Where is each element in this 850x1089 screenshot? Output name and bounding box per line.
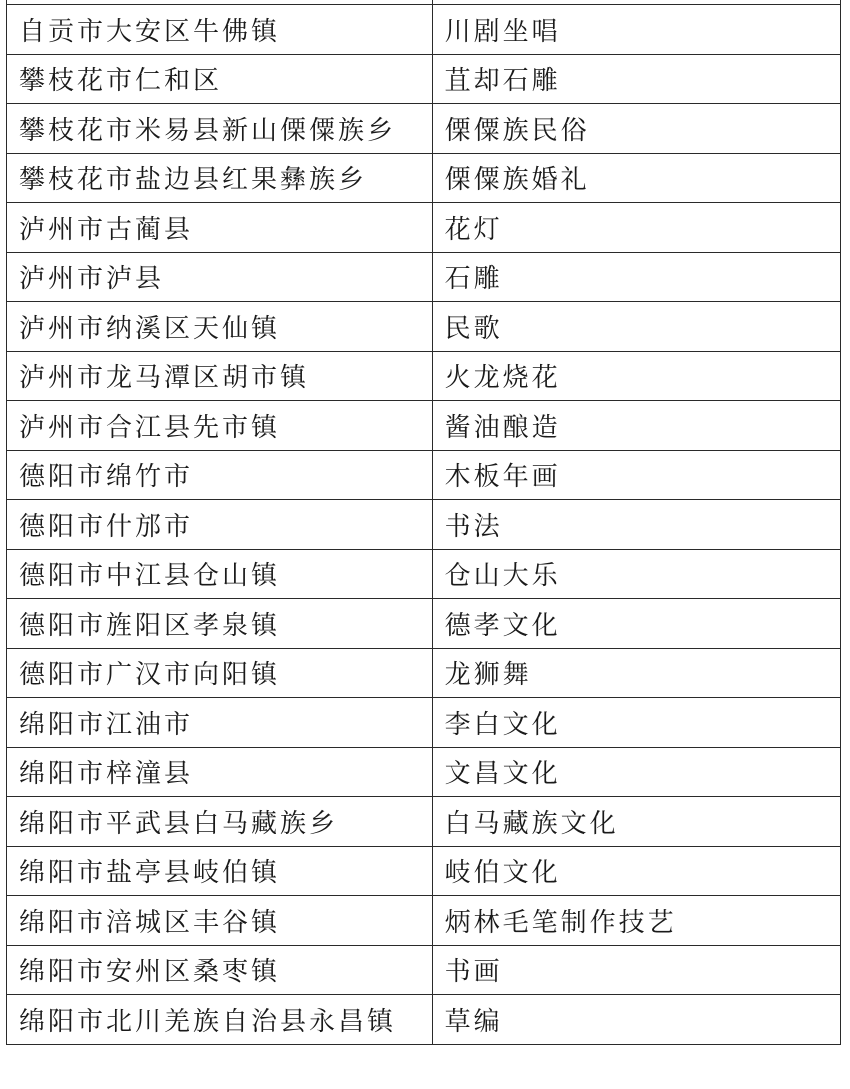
- table-cell-culture: 木板年画: [432, 450, 840, 500]
- table-cell-culture: 李白文化: [432, 698, 840, 748]
- table-row: [7, 945, 841, 995]
- table-row: [7, 203, 841, 253]
- table-cell-place: 绵阳市盐亭县岐伯镇: [7, 846, 433, 896]
- table-row: [7, 995, 841, 1045]
- table-row: [7, 599, 841, 649]
- table-row: [7, 698, 841, 748]
- table-cell-place: 德阳市中江县仓山镇: [7, 549, 433, 599]
- table-cell-culture: 火龙烧花: [432, 351, 840, 401]
- table-cell-place: 泸州市泸县: [7, 252, 433, 302]
- table-cell-place: 自贡市大安区牛佛镇: [7, 5, 433, 55]
- table-cell-culture: 书法: [432, 500, 840, 550]
- table-row: [7, 302, 841, 352]
- table-cell-culture: 龙狮舞: [432, 648, 840, 698]
- table-cell-culture: 酱油酿造: [432, 401, 840, 451]
- table-row: [7, 401, 841, 451]
- table-cell-place: 绵阳市安州区桑枣镇: [7, 945, 433, 995]
- table-cell-place: 绵阳市平武县白马藏族乡: [7, 797, 433, 847]
- table-row: [7, 797, 841, 847]
- table-cell-place: 德阳市绵竹市: [7, 450, 433, 500]
- table-cell-culture: 文昌文化: [432, 747, 840, 797]
- table-cell-place: 攀枝花市米易县新山傈僳族乡: [7, 104, 433, 154]
- table-row: [7, 104, 841, 154]
- table-cell-culture: 民歌: [432, 302, 840, 352]
- table-cell-culture: 白马藏族文化: [432, 797, 840, 847]
- table-cell-culture: 傈僳族婚礼: [432, 153, 840, 203]
- document-table-container: [6, 0, 841, 1045]
- table-row: [7, 896, 841, 946]
- table-cell-culture: 川剧坐唱: [432, 5, 840, 55]
- table-cell-culture: 书画: [432, 945, 840, 995]
- table-row: [7, 252, 841, 302]
- table-cell-place: 泸州市龙马潭区胡市镇: [7, 351, 433, 401]
- table-row: [7, 747, 841, 797]
- table-row: [7, 351, 841, 401]
- table-cell-place: 绵阳市北川羌族自治县永昌镇: [7, 995, 433, 1045]
- table-row: [7, 648, 841, 698]
- table-cell-culture: 傈僳族民俗: [432, 104, 840, 154]
- table-cell-place: 攀枝花市仁和区: [7, 54, 433, 104]
- table-row: [7, 500, 841, 550]
- table-body: [7, 0, 841, 1044]
- table-row: [7, 450, 841, 500]
- table-cell-place: 泸州市古蔺县: [7, 203, 433, 253]
- table-cell-place: 德阳市广汉市向阳镇: [7, 648, 433, 698]
- table-row: [7, 5, 841, 55]
- table-cell-place: 绵阳市涪城区丰谷镇: [7, 896, 433, 946]
- table-cell-culture: 花灯: [432, 203, 840, 253]
- table-cell-culture: 石雕: [432, 252, 840, 302]
- table-cell-place: 德阳市旌阳区孝泉镇: [7, 599, 433, 649]
- table-cell-culture: 仓山大乐: [432, 549, 840, 599]
- table-cell-culture: 苴却石雕: [432, 54, 840, 104]
- table-cell-place: 绵阳市梓潼县: [7, 747, 433, 797]
- table-cell-place: 泸州市纳溪区天仙镇: [7, 302, 433, 352]
- table-cell-culture: 德孝文化: [432, 599, 840, 649]
- table-cell-culture: 草编: [432, 995, 840, 1045]
- town-culture-table: [6, 0, 841, 1045]
- table-cell-place: 德阳市什邡市: [7, 500, 433, 550]
- table-cell-place: 绵阳市江油市: [7, 698, 433, 748]
- table-cell-culture: 炳林毛笔制作技艺: [432, 896, 840, 946]
- table-row: [7, 549, 841, 599]
- table-row: [7, 153, 841, 203]
- table-row: [7, 846, 841, 896]
- table-cell-place: 攀枝花市盐边县红果彝族乡: [7, 153, 433, 203]
- table-cell-culture: 岐伯文化: [432, 846, 840, 896]
- table-row: [7, 54, 841, 104]
- table-cell-place: 泸州市合江县先市镇: [7, 401, 433, 451]
